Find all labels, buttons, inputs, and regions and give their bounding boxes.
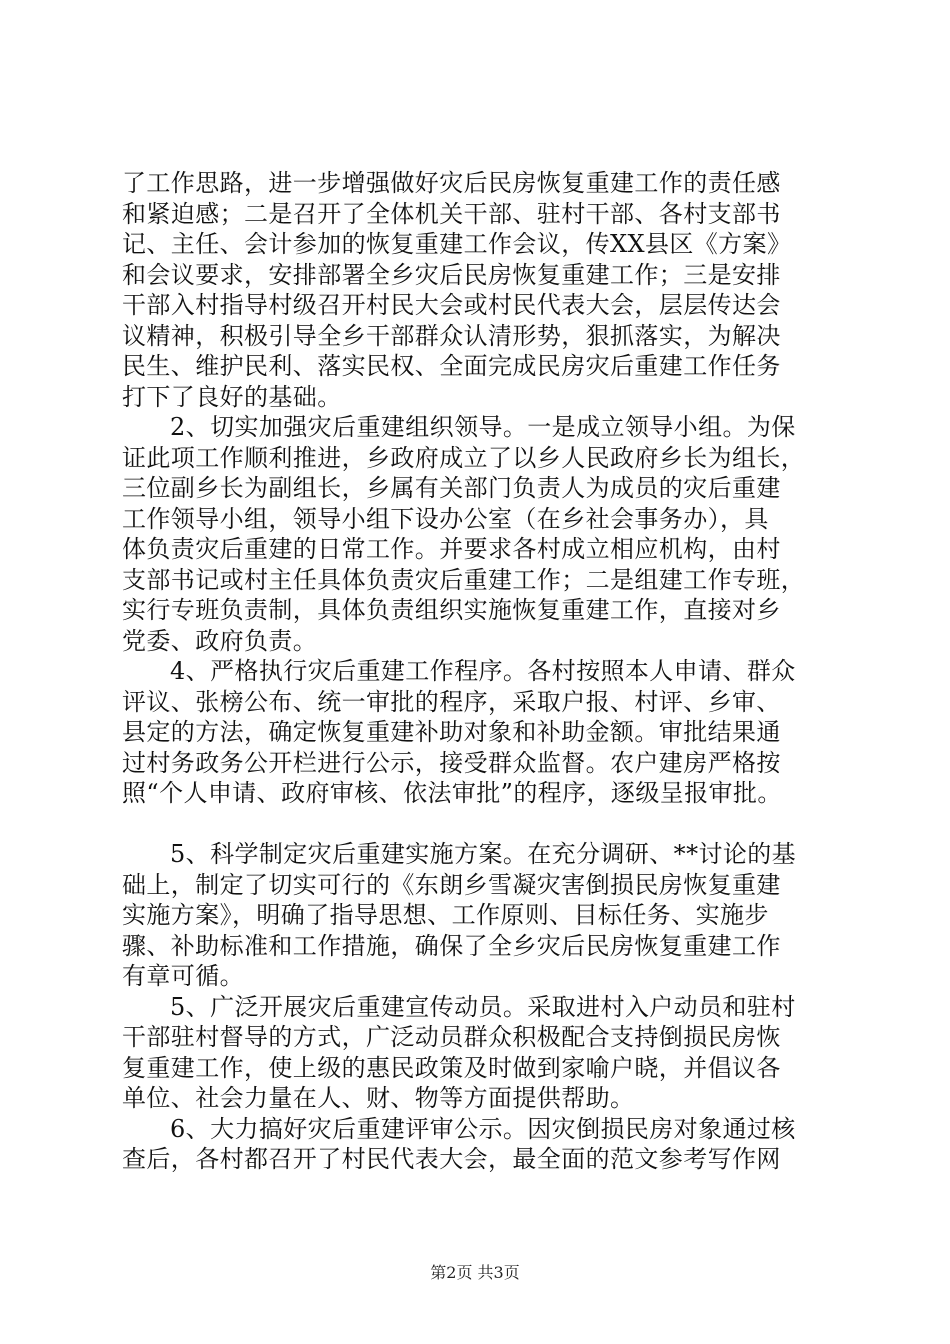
text-line: 5、广泛开展灾后重建宣传动员。采取进村入户动员和驻村 [170, 992, 796, 1021]
text-line: 6、大力搞好灾后重建评审公示。因灾倒损民房对象通过核 [170, 1114, 796, 1143]
text-line: 支部书记或村主任具体负责灾后重建工作；二是组建工作专班， [122, 565, 806, 594]
text-line: 评议、张榜公布、统一审批的程序，采取户报、村评、乡审、 [122, 687, 781, 716]
text-line: 有章可循。 [122, 962, 244, 990]
text-line: 了工作思路，进一步增强做好灾后民房恢复重建工作的责任感 [122, 169, 781, 197]
text-line: 2、切实加强灾后重建组织领导。一是成立领导小组。为保 [170, 413, 796, 441]
text-line: 5、科学制定灾后重建实施方案。在充分调研、**讨论的基 [170, 840, 797, 868]
text-line: 证此项工作顺利推进，乡政府成立了以乡人民政府乡长为组长， [122, 443, 806, 472]
page-footer: 第2页 共3页 [430, 1263, 520, 1282]
blank-line [122, 809, 834, 840]
text-line: 4、严格执行灾后重建工作程序。各村按照本人申请、群众 [170, 657, 796, 685]
text-line: 单位、社会力量在人、财、物等方面提供帮助。 [122, 1084, 635, 1112]
text-line: 工作领导小组，领导小组下设办公室（在乡社会事务办），具 [122, 504, 769, 533]
text-line: 实行专班负责制，具体负责组织实施恢复重建工作，直接对乡 [122, 596, 781, 624]
text-line: 复重建工作，使上级的惠民政策及时做到家喻户晓，并倡议各 [122, 1053, 781, 1082]
text-line: 和紧迫感；二是召开了全体机关干部、驻村干部、各村支部书 [122, 199, 781, 228]
text-line: 和会议要求，安排部署全乡灾后民房恢复重建工作；三是安排 [122, 260, 781, 289]
text-line: 三位副乡长为副组长，乡属有关部门负责人为成员的灾后重建 [122, 474, 781, 502]
text-line: 照“个人申请、政府审核、依法审批”的程序，逐级呈报审批。 [122, 779, 782, 807]
text-line: 体负责灾后重建的日常工作。并要求各村成立相应机构，由村 [122, 535, 781, 563]
text-line: 记、主任、会计参加的恢复重建工作会议，传XX县区《方案》 [122, 230, 792, 258]
text-line: 础上，制定了切实可行的《东朗乡雪凝灾害倒损民房恢复重建 [122, 870, 781, 899]
text-line: 干部驻村督导的方式，广泛动员群众积极配合支持倒损民房恢 [122, 1023, 781, 1051]
text-line: 民生、维护民利、落实民权、全面完成民房灾后重建工作任务 [122, 352, 781, 380]
text-line: 议精神，积极引导全乡干部群众认清形势，狠抓落实，为解决 [122, 321, 781, 350]
text-line: 县定的方法，确定恢复重建补助对象和补助金额。审批结果通 [122, 718, 781, 746]
text-line: 过村务政务公开栏进行公示，接受群众监督。农户建房严格按 [122, 748, 781, 777]
body-text [122, 168, 834, 1175]
text-line: 查后，各村都召开了村民代表大会，最全面的范文参考写作网 [122, 1145, 781, 1173]
text-line: 骤、补助标准和工作措施，确保了全乡灾后民房恢复重建工作 [122, 931, 781, 960]
text-line: 党委、政府负责。 [122, 626, 318, 655]
text-line: 干部入村指导村级召开村民大会或村民代表大会，层层传达会 [122, 291, 781, 319]
text-line: 实施方案》，明确了指导思想、工作原则、目标任务、实施步 [122, 901, 769, 929]
text-line: 打下了良好的基础。 [122, 382, 342, 411]
